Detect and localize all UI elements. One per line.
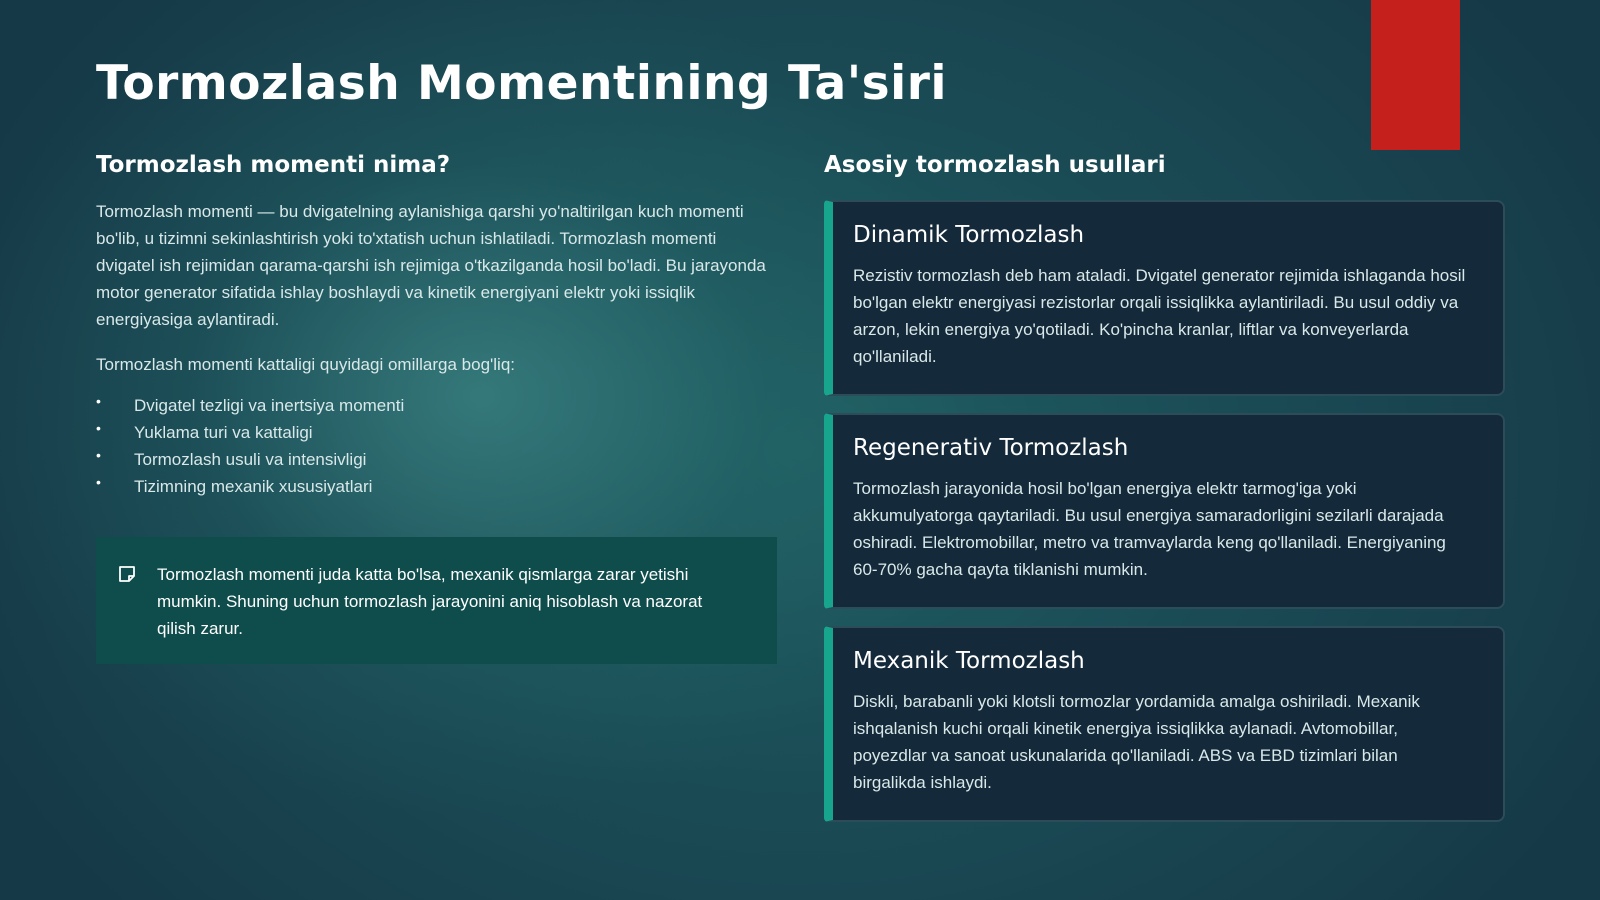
card-title: Mexanik Tormozlash: [853, 648, 1085, 674]
bullet-icon: •: [96, 420, 101, 436]
factor-text: Dvigatel tezligi va inertsiya momenti: [134, 396, 405, 415]
left-heading: Tormozlash momenti nima?: [96, 152, 451, 178]
card-body: Tormozlash jarayonida hosil bo'lgan energiya elektr tarmog'iga yoki akkumulyatorga qaytariladi. Bu usul energiya samaradorligini sezilarli darajada oshiradi. Elektromobillar, metro va tramvaylarda keng qo'llaniladi. Energiyaning 60-70% gacha qayta tiklanishi mumkin.: [853, 479, 1446, 579]
list-item: [96, 419, 776, 446]
card-title: Dinamik Tormozlash: [853, 222, 1085, 248]
red-accent-bar: [1371, 0, 1460, 150]
bullet-icon: •: [96, 393, 101, 409]
factor-text: Tormozlash usuli va intensivligi: [134, 450, 367, 469]
bullet-icon: •: [96, 474, 101, 490]
list-item: [96, 392, 776, 419]
card-body: Diskli, barabanli yoki klotsli tormozlar yordamida amalga oshiriladi. Mexanik ishqalanish kuchi orqali kinetik energiya issiqlikka aylanadi. Avtomobillar, poyezdlar va sanoat uskunalarida qo'llaniladi. ABS va EBD tizimlari bilan birgalikda ishlaydi.: [853, 692, 1420, 792]
factor-text: Tizimning mexanik xususiyatlari: [134, 477, 373, 496]
card-title: Regenerativ Tormozlash: [853, 435, 1129, 461]
note-icon: [118, 565, 136, 583]
right-column: [824, 152, 1504, 178]
list-item: [96, 446, 776, 473]
method-card-regenerative: [824, 413, 1505, 609]
factor-text: Yuklama turi va kattaligi: [134, 423, 313, 442]
bullet-icon: •: [96, 447, 101, 463]
method-card-dynamic: [824, 200, 1505, 396]
factors-list: [96, 392, 776, 500]
right-heading: Asosiy tormozlash usullari: [824, 152, 1166, 178]
warning-note: [96, 537, 777, 664]
factors-lead: Tormozlash momenti kattaligi quyidagi omillarga bog'liq:: [96, 355, 515, 374]
method-card-mechanical: [824, 626, 1505, 822]
slide-title: Tormozlash Momentining Ta'siri: [96, 56, 947, 111]
note-text: Tormozlash momenti juda katta bo'lsa, mexanik qismlarga zarar yetishi mumkin. Shuning uchun tormozlash jarayonini aniq hisoblash va nazorat qilish zarur.: [157, 565, 703, 638]
left-column: [96, 152, 776, 500]
list-item: [96, 473, 776, 500]
card-body: Rezistiv tormozlash deb ham ataladi. Dvigatel generator rejimida ishlaganda hosil bo'lgan elektr energiyasi rezistorlar orqali issiqlikka aylantiriladi. Bu usul oddiy va arzon, lekin energiya yo'qotiladi. Ko'pincha kranlar, liftlar va konveyerlarda qo'llaniladi.: [853, 266, 1466, 366]
intro-paragraph: Tormozlash momenti — bu dvigatelning aylanishiga qarshi yo'naltirilgan kuch momenti bo'lib, u tizimni sekinlashtirish yoki to'xtatish uchun ishlatiladi. Tormozlash momenti dvigatel ish rejimidan qarama-qarshi ish rejimiga o'tkazilganda hosil bo'ladi. Bu jarayonda motor generator sifatida ishlay boshlaydi va kinetik energiyani elektr yoki issiqlik energiyasiga aylantiradi.: [96, 202, 766, 329]
